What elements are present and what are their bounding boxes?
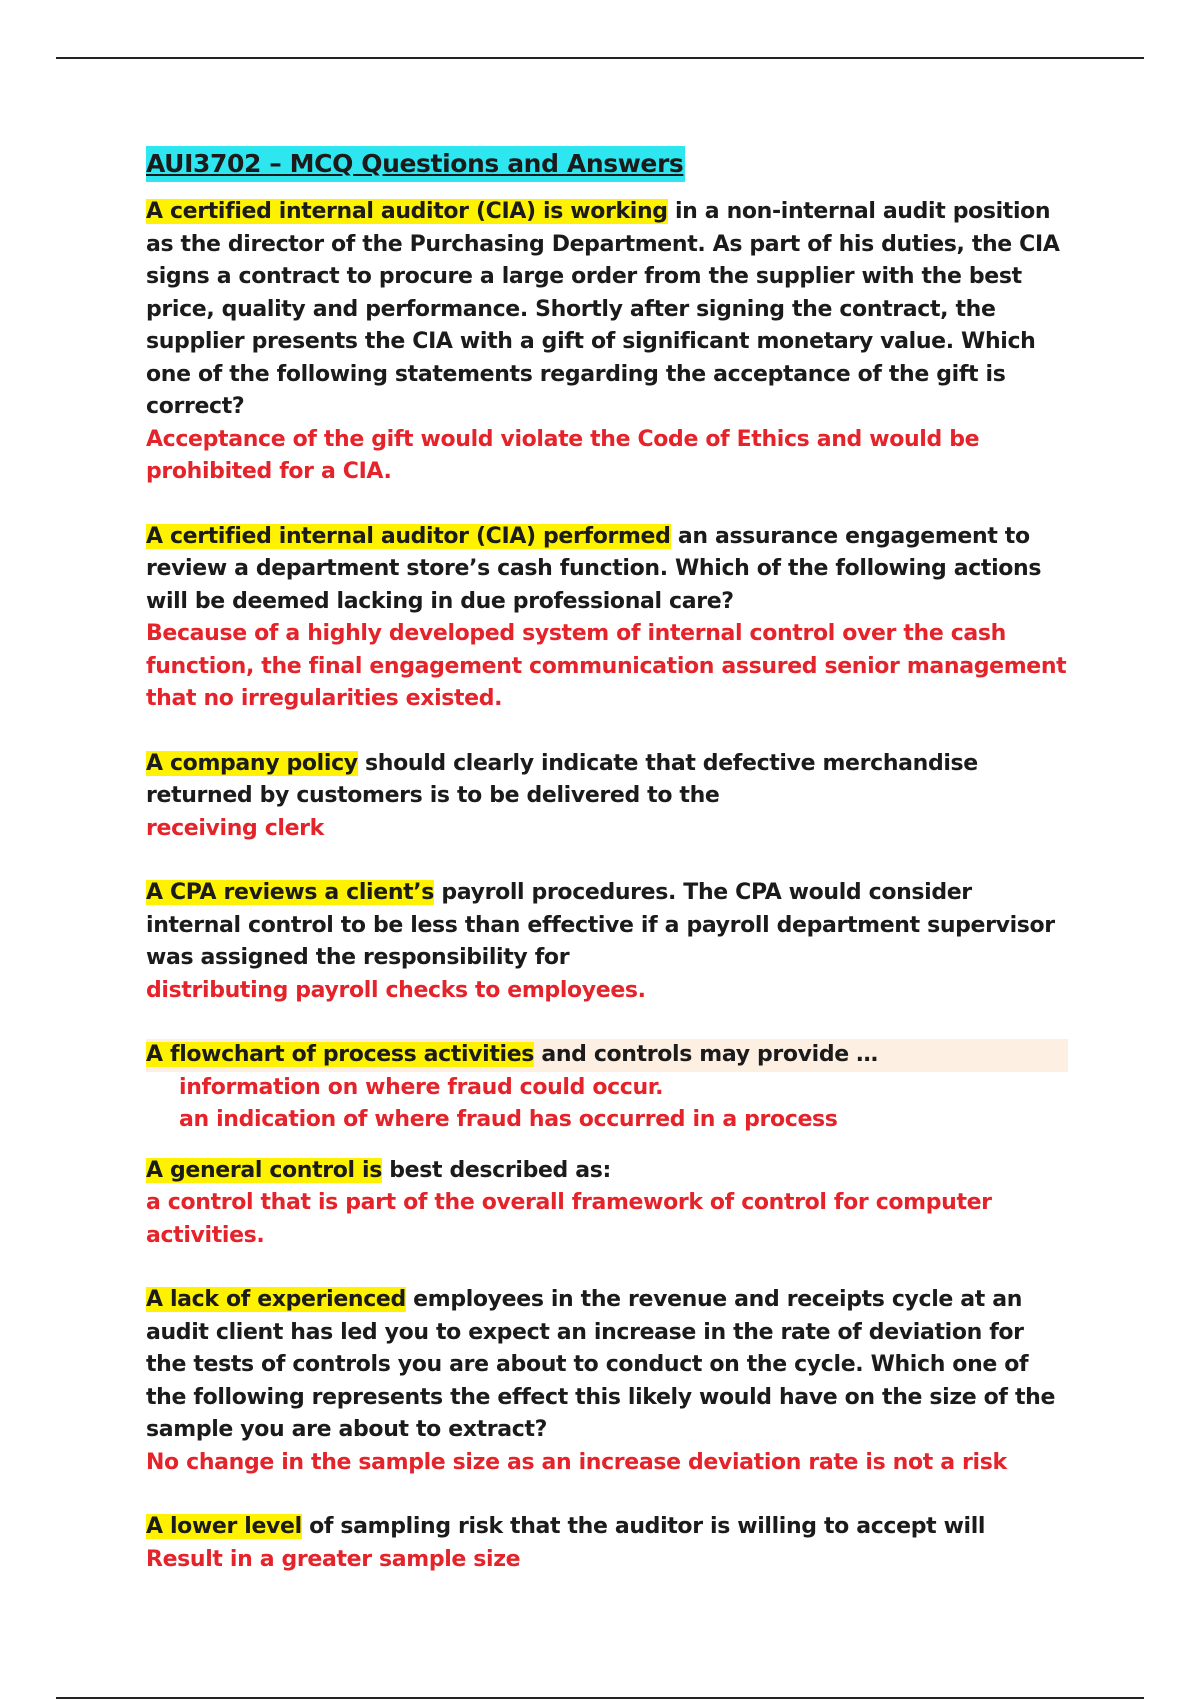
answer-text: distributing payroll checks to employees. — [146, 977, 646, 1003]
question-highlight: A general control is — [146, 1157, 382, 1183]
question-highlight: A lower level — [146, 1514, 302, 1539]
question-rest: in a non-internal audit position as the director of the Purchasing Department. As part of his duties, the CIA signs a contract to procure a large order from the supplier with the best price, quality and performance. Shortly after signing the contract, the supplier presents the CIA with a gift of significant monetary value. Which one of the following statements regarding the acceptance of the gift is correct? — [146, 199, 1060, 419]
answer-text: Because of a highly developed system of internal control over the cash function, the final engagement communication assured senior management that no irregularities existed. — [146, 621, 1067, 711]
mcq-item — [146, 748, 1068, 846]
question-highlight: A certified internal auditor (CIA) is working — [146, 199, 668, 224]
answer-text: a control that is part of the overall framework of control for computer activities. — [146, 1190, 992, 1248]
answer-text: information on where fraud could occur. — [179, 1074, 664, 1100]
mcq-item — [146, 1284, 1068, 1479]
question-text — [146, 877, 1068, 975]
mcq-item — [146, 1155, 1068, 1253]
question-text — [146, 521, 1068, 619]
question-rest: payroll procedures. The CPA would consider internal control to be less than effective if a payroll department supervisor was assigned the responsibility for — [146, 880, 1055, 970]
mcq-item — [146, 1511, 1068, 1576]
mcq-item — [146, 196, 1068, 489]
question-text — [146, 1039, 1068, 1072]
bottom-rule — [56, 1697, 1144, 1699]
mcq-item — [146, 1039, 1068, 1137]
answer-text: Acceptance of the gift would violate the Code of Ethics and would be prohibited for a CIA. — [146, 426, 980, 484]
question-rest: should clearly indicate that defective merchandise returned by customers is to be delivered to the — [146, 750, 978, 808]
mcq-item — [146, 521, 1068, 716]
question-text — [146, 748, 1068, 813]
question-highlight: A company policy — [146, 750, 358, 776]
question-highlight: A certified internal auditor (CIA) performed — [146, 523, 671, 549]
question-rest: an assurance engagement to review a department store’s cash function. Which of the following actions will be deemed lacking in due professional care? — [146, 523, 1042, 614]
question-rest: best described as: — [381, 1157, 611, 1183]
question-text — [146, 1511, 1068, 1544]
question-text — [146, 1155, 1068, 1188]
question-rest: employees in the revenue and receipts cycle at an audit client has led you to expect an increase in the rate of deviation for the tests of controls you are about to conduct on the cycle. Which one of the following represents the effect this likely would have on the size of the sample you are about to extract? — [146, 1287, 1056, 1442]
answer-text: an indication of where fraud has occurred in a process — [179, 1107, 838, 1132]
top-rule — [56, 57, 1144, 59]
answer-text: No change in the sample size as an increase deviation rate is not a risk — [146, 1449, 1007, 1475]
question-highlight: A lack of experienced — [146, 1287, 406, 1312]
question-text — [146, 1284, 1068, 1447]
question-text — [146, 196, 1068, 424]
question-highlight: A CPA reviews a client’s — [146, 880, 435, 905]
answer-text: Result in a greater sample size — [146, 1546, 521, 1572]
mcq-item — [146, 877, 1068, 1007]
question-rest: and controls may provide … — [534, 1042, 878, 1067]
page-title: AUI3702 – MCQ Questions and Answers — [146, 146, 685, 182]
document-body — [146, 146, 1068, 1576]
question-highlight: A flowchart of process activities — [146, 1042, 535, 1067]
question-rest: of sampling risk that the auditor is willing to accept will — [301, 1514, 986, 1539]
answer-text: receiving clerk — [146, 815, 324, 841]
